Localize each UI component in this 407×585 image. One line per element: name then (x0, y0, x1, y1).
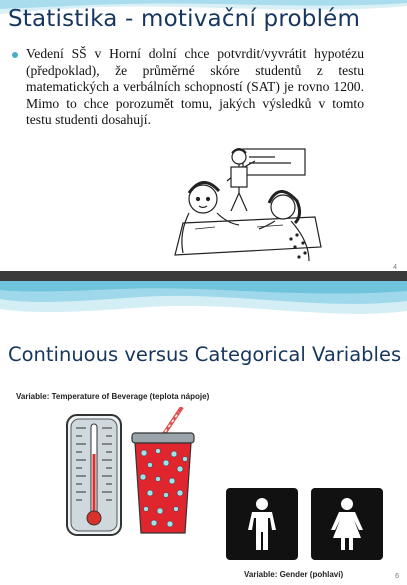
bullet-icon (12, 52, 18, 58)
slide-variables (0, 281, 407, 585)
slide-statistics-motivation (0, 0, 407, 271)
header-wave-decoration (0, 281, 407, 327)
slide-title: Statistika - motivační problém (8, 6, 361, 32)
female-restroom-icon (311, 488, 383, 560)
thermometer-icon (66, 414, 122, 536)
bullet-item (12, 46, 364, 129)
variable-label-gender: Variable: Gender (pohlaví) (244, 570, 344, 579)
drink-cup-icon (130, 407, 196, 537)
slide-title: Continuous versus Categorical Variables (8, 343, 402, 366)
page-number: 4 (393, 264, 397, 271)
bullet-text: Vedení SŠ v Horní dolní chce potvrdit/vyvrátit hypotézu (předpoklad), že průměrné skóre studentů z testu matematických a verbálních schopností (SAT) je rovno 1200. Mimo to chce porozumět tomu, jakých výsledků v tomto testu studenti dosahují. (26, 46, 364, 128)
slide-separator (0, 271, 407, 281)
cartoon-classroom-illustration (165, 143, 325, 265)
page-number: 6 (395, 573, 399, 580)
variable-label-temperature: Variable: Temperature of Beverage (teplota nápoje) (16, 392, 210, 401)
male-restroom-icon (226, 488, 298, 560)
